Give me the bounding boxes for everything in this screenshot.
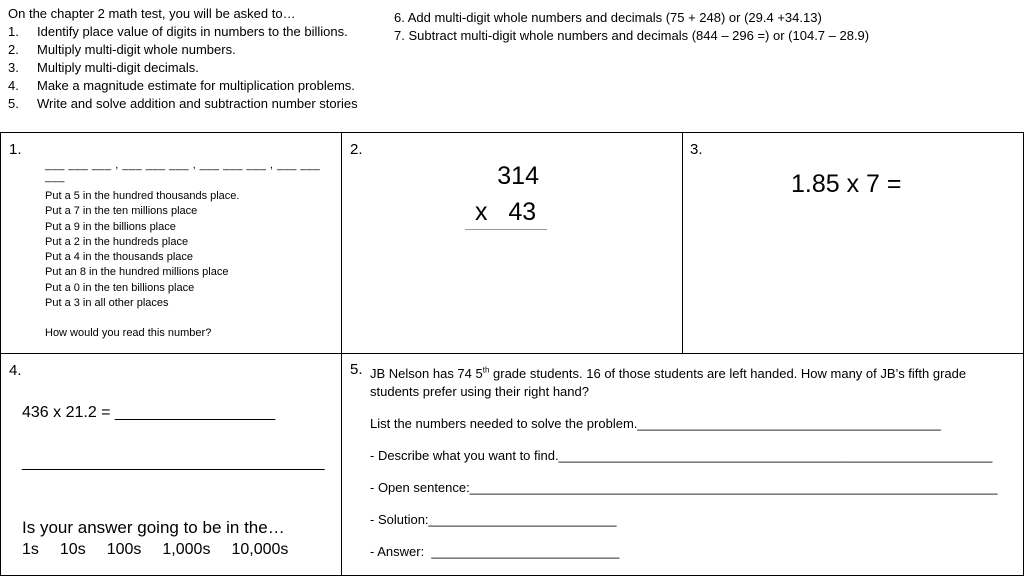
objectives-heading: On the chapter 2 math test, you will be asked to… (8, 6, 296, 21)
objective-number: 1. (8, 24, 19, 39)
grid-divider (682, 132, 683, 354)
problem-number: 3. (690, 141, 703, 158)
decimal-equation: 1.85 x 7 = (791, 170, 902, 198)
solution-line: - Solution:__________________________ (370, 512, 617, 527)
step-text: Put a 2 in the hundreds place (45, 235, 189, 248)
step-text: Put a 4 in the thousands place (45, 251, 193, 264)
grid-middle-border (0, 353, 1024, 354)
objective-number: 4. (8, 78, 19, 93)
problem-number: 5. (350, 361, 363, 378)
objective-item (8, 23, 358, 41)
describe-line: - Describe what you want to find.____________________________________________________________ (370, 448, 993, 463)
problem-number: 1. (9, 141, 22, 158)
objective-item (8, 95, 358, 113)
objective-number: 5. (8, 96, 19, 111)
multiplier: x 43 (475, 198, 537, 226)
place-value-blanks: ___ ___ ___ , ___ ___ ___ , ___ ___ ___ , ___ ___ ___ (45, 159, 321, 183)
objective-text: Multiply multi-digit whole numbers. (37, 42, 236, 57)
story-text: grade students. 16 of those students are left handed. How many of JB’s fifth grade students prefer using their right hand? (370, 366, 967, 399)
objective-number: 2. (8, 42, 19, 57)
answer-line: - Answer: __________________________ (370, 544, 620, 559)
step-text: Put a 5 in the hundred thousands place. (45, 190, 240, 202)
objective-text: Write and solve addition and subtraction number stories (37, 96, 358, 111)
answer-line (465, 229, 547, 230)
step-text: Put a 9 in the billions place (45, 220, 176, 233)
multiplication-problem (465, 162, 547, 232)
magnitude-options (22, 541, 309, 559)
list-numbers-line: List the numbers needed to solve the problem.__________________________________________ (370, 416, 942, 431)
objective-7: 7. Subtract multi-digit whole numbers and decimals (844 – 296 =) or (104.7 – 28.9) (394, 28, 870, 43)
story-superscript: th (482, 365, 490, 375)
objective-item (8, 41, 358, 59)
step-text: Put a 0 in the ten billions place (45, 281, 195, 294)
estimate-equation: 436 x 21.2 = __________________ (22, 404, 276, 421)
objective-text: Make a magnitude estimate for multiplication problems. (37, 78, 355, 93)
magnitude-question: Is your answer going to be in the… (22, 518, 285, 537)
problem-1 (0, 132, 341, 353)
step-text: Put a 3 in all other places (45, 297, 169, 310)
problem-number: 2. (350, 141, 363, 158)
open-sentence-line: - Open sentence:_________________________________________________________________________ (370, 480, 998, 495)
work-line: __________________________________ (22, 454, 325, 471)
objective-item (8, 59, 358, 77)
step-text: Put an 8 in the hundred millions place (45, 266, 229, 279)
magnitude-option: 10,000s (231, 541, 289, 558)
objective-text: Identify place value of digits in numbers to the billions. (37, 24, 348, 39)
objective-number: 3. (8, 60, 19, 75)
read-number-question: How would you read this number? (45, 327, 212, 339)
problem-number: 4. (9, 362, 22, 379)
magnitude-option: 10s (59, 541, 86, 558)
number-story (370, 365, 1010, 401)
objective-text: Multiply multi-digit decimals. (37, 60, 199, 75)
problem-grid (0, 132, 1024, 576)
objective-6: 6. Add multi-digit whole numbers and decimals (75 + 248) or (29.4 +34.13) (394, 10, 822, 25)
objectives-continued (394, 9, 869, 45)
magnitude-option: 1s (22, 541, 39, 558)
magnitude-option: 100s (106, 541, 142, 558)
objectives-list (8, 5, 358, 113)
grid-divider (341, 132, 342, 576)
story-text: JB Nelson has 74 5 (370, 366, 483, 381)
multiplicand: 314 (497, 162, 539, 190)
step-text: Put a 7 in the ten millions place (45, 205, 198, 218)
place-value-steps (45, 189, 239, 311)
magnitude-option: 1,000s (162, 541, 211, 558)
objective-item (8, 77, 358, 95)
